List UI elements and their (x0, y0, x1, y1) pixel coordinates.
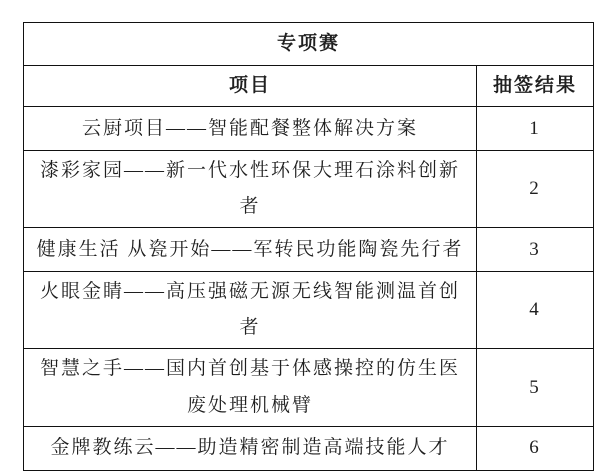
table-title-row (24, 23, 594, 66)
table-row (24, 349, 594, 426)
table-row (24, 107, 594, 151)
draw-results-table (23, 22, 594, 471)
project-cell: 智慧之手——国内首创基于体感操控的仿生医废处理机械臂 (24, 349, 477, 426)
table-row (24, 272, 594, 349)
table-row (24, 426, 594, 470)
project-cell: 金牌教练云——助造精密制造高端技能人才 (24, 426, 477, 470)
column-header-result: 抽签结果 (477, 66, 594, 107)
table-title: 专项赛 (24, 23, 594, 66)
project-cell: 火眼金睛——高压强磁无源无线智能测温首创者 (24, 272, 477, 349)
table-header-row (24, 66, 594, 107)
result-cell: 3 (477, 228, 594, 272)
result-cell: 2 (477, 151, 594, 228)
project-cell: 云厨项目——智能配餐整体解决方案 (24, 107, 477, 151)
table-row (24, 228, 594, 272)
project-cell: 漆彩家园——新一代水性环保大理石涂料创新者 (24, 151, 477, 228)
table-body (24, 107, 594, 471)
project-cell: 健康生活 从瓷开始——军转民功能陶瓷先行者 (24, 228, 477, 272)
result-cell: 1 (477, 107, 594, 151)
table-row (24, 151, 594, 228)
result-cell: 5 (477, 349, 594, 426)
result-cell: 4 (477, 272, 594, 349)
column-header-project: 项目 (24, 66, 477, 107)
result-cell: 6 (477, 426, 594, 470)
